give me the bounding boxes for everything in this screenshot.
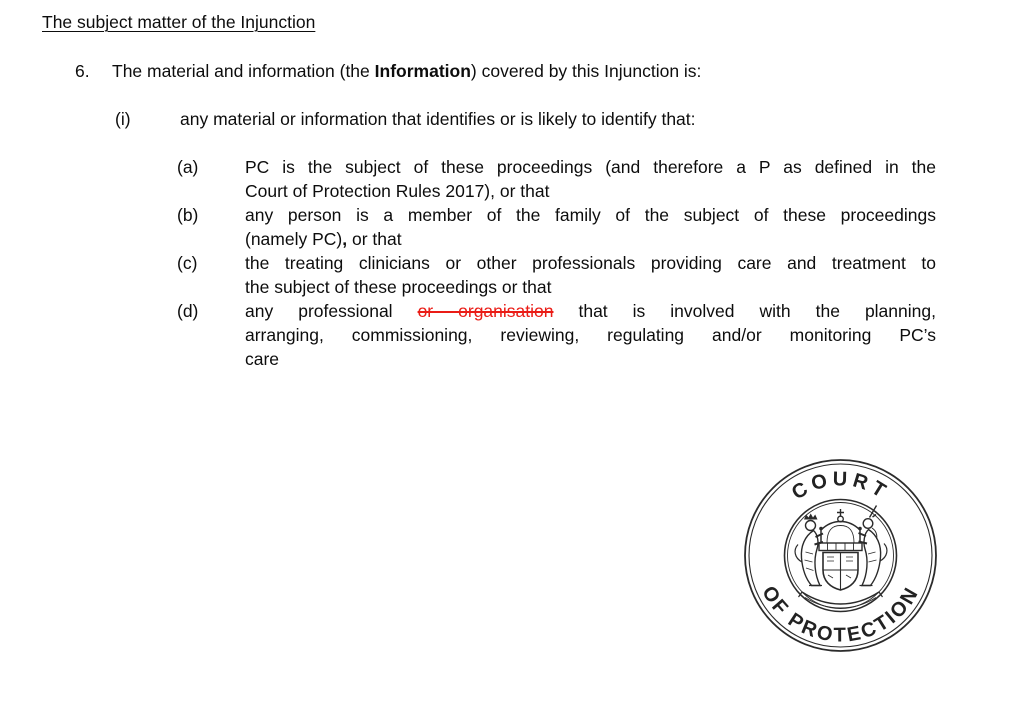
item-b-line2-pre: (namely PC) (245, 229, 343, 249)
item-a-line1: PC is the subject of these proceedings (and therefore a P as defined in the (245, 157, 936, 177)
court-of-protection-seal-graphic (742, 457, 939, 654)
item-b-line2-post: or that (347, 229, 402, 249)
item-6-defined-term: Information (374, 61, 471, 81)
document-heading: The subject matter of the Injunction (42, 12, 316, 32)
shield (823, 553, 858, 591)
item-d-struck-through-text: or organisation (417, 301, 554, 321)
item-6-text-pre: The material and information (the (112, 61, 375, 81)
item-i-label: (i) (115, 109, 131, 129)
crown-icon (819, 509, 862, 551)
item-b-label: (b) (177, 205, 199, 225)
item-a-line2: Court of Protection Rules 2017), or that (245, 181, 550, 201)
item-b-line2 (245, 227, 936, 251)
item-6-number: 6. (75, 61, 90, 81)
item-c-text (245, 251, 936, 299)
item-b-line2-bold-comma: , (342, 229, 348, 249)
item-d-line1-pre: any professional (245, 301, 418, 321)
item-c-line1: the treating clinicians or other professionals providing care and treatment to (245, 253, 936, 273)
item-i-text: any material or information that identifies or is likely to identify that: (180, 109, 696, 129)
royal-coat-of-arms (795, 506, 887, 609)
court-of-protection-seal (742, 457, 939, 654)
item-b-line1: any person is a member of the family of the subject of these proceedings (245, 205, 936, 225)
item-c-line2: the subject of these proceedings or that (245, 277, 552, 297)
item-a-label: (a) (177, 157, 199, 177)
item-c-label: (c) (177, 253, 198, 273)
item-b-text (245, 203, 936, 251)
item-d-line2: arranging, commissioning, reviewing, regulating and/or monitoring PC’s (245, 325, 936, 345)
item-6-text-post: ) covered by this Injunction is: (470, 61, 702, 81)
seal-top-text: COURT (788, 468, 894, 505)
item-d-line3: care (245, 349, 280, 369)
item-d-text (245, 299, 936, 371)
item-6-text (112, 59, 701, 83)
item-d-label: (d) (177, 301, 199, 321)
item-a-text (245, 155, 936, 203)
seal-bottom-text: OF PROTECTION (757, 582, 924, 647)
item-d-line1-post: that is involved with the planning, (553, 301, 936, 321)
item-d-line1 (245, 299, 936, 323)
